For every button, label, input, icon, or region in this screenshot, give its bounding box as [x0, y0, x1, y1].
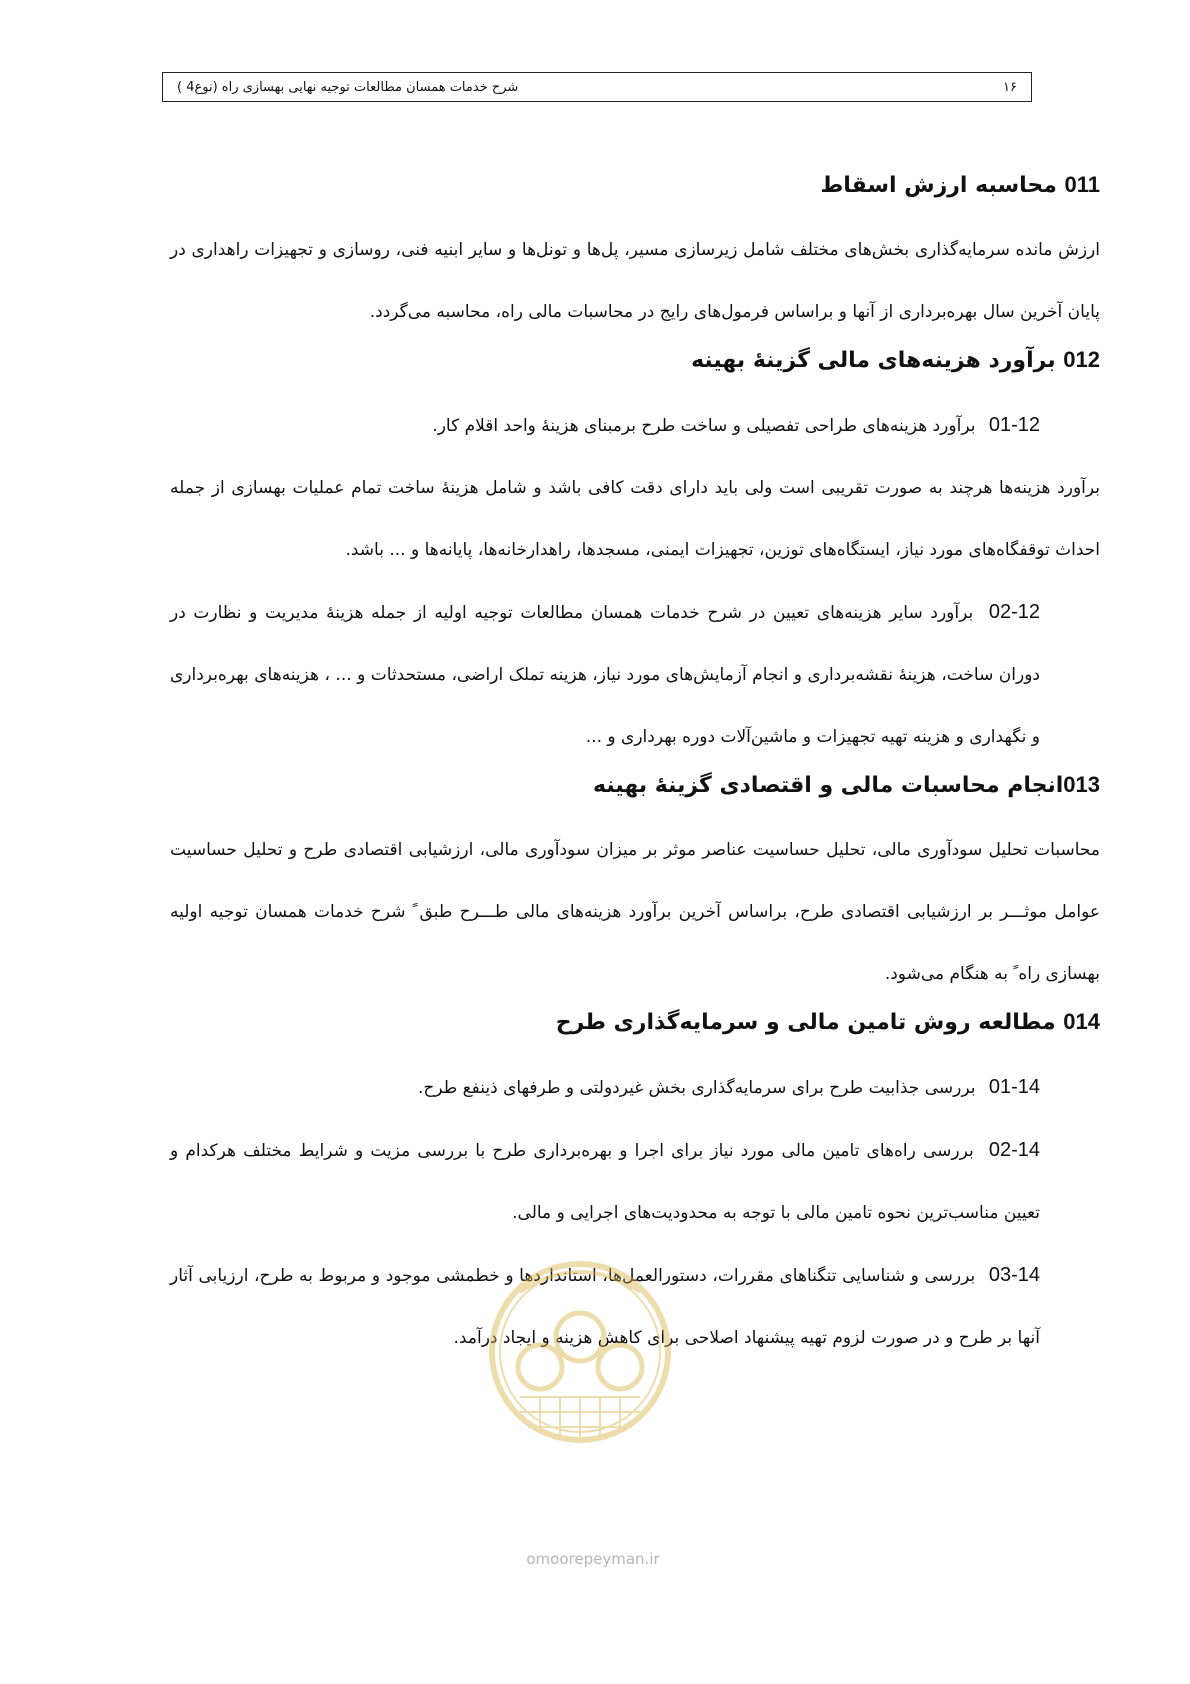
section-heading-012: 012 برآورد هزینه‌های مالی گزینهٔ بهینه — [691, 347, 1100, 373]
section-heading-013: 013انجام محاسبات مالی و اقتصادی گزینهٔ بهینه — [593, 772, 1100, 798]
list-item-02-12: 02-12 برآورد سایر هزینه‌های تعیین در شرح خدمات همسان مطالعات توجیه اولیه از جمله هزینهٔ مدیریت و نظارت در دوران ساخت، هزینهٔ نقشه‌برداری و انجام آزمایش‌های مورد نیاز، هزینه تملک اراضی، مستحدثات و ... ، هزینه‌های بهره‌برداری و نگهداری و هزینه تهیه تجهیزات و ماشین‌آلات دوره بهرداری و ... — [170, 601, 1040, 747]
page-number: ۱۶ — [1003, 79, 1017, 95]
list-item-02-14: 02-14 بررسی راه‌های تامین مالی مورد نیاز برای اجرا و بهره‌برداری طرح با بررسی مزیت و شرایط مختلف هرکدام و تعیین مناسب‌ترین نحوه تامین مالی با توجه به محدودیت‌های اجرایی و مالی. — [170, 1139, 1040, 1223]
section-heading-014: 014 مطالعه روش تامین مالی و سرمایه‌گذاری طرح — [555, 1009, 1100, 1035]
section-paragraph-012: برآورد هزینه‌ها هرچند به صورت تقریبی است ولی باید دارای دقت کافی باشد و شامل هزینهٔ ساخت تمام عملیات بهسازی از جمله احداث توقفگاه‌های مورد نیاز، ایستگاه‌های توزین، تجهیزات ایمنی، مسجدها، راهدارخانه‌ها، پایانه‌ها و ... باشد. — [170, 478, 1100, 560]
document-body — [170, 168, 1100, 1369]
page-header — [162, 72, 1032, 102]
document-title: شرح خدمات همسان مطالعات توجیه نهایی بهسازی راه (نوع4 ) — [177, 79, 519, 95]
list-item-03-14: 03-14 بررسی و شناسایی تنگناهای مقررات، دستورالعمل‌ها، استانداردها و خطمشی موجود و مربوط به طرح، ارزیابی آثار آنها بر طرح و در صورت لزوم تهیه پیشنهاد اصلاحی برای کاهش هزینه و ایجاد درآمد. — [170, 1264, 1041, 1348]
list-item-01-14: 01-14 بررسی جذابیت طرح برای سرمایه‌گذاری بخش غیردولتی و طرفهای ذینفع طرح. — [417, 1076, 1040, 1098]
section-heading-011: 011 محاسبه ارزش اسقاط — [820, 172, 1100, 198]
section-paragraph-013: محاسبات تحلیل سودآوری مالی، تحلیل حساسیت عناصر موثر بر میزان سودآوری مالی، ارزشیابی اقتصادی طرح و تحلیل حساسیت عوامل موثـــر بر ارزشیابی اقتصادی طرح، براساس آخرین برآورد هزینه‌های مالی طـــرح طبق ً شرح خدمات همسان توجیه اولیه بهسازی راه ً به هنگام می‌شود. — [170, 840, 1100, 984]
watermark-url: omoorepeyman.ir — [526, 1550, 660, 1568]
list-item-01-12: 01-12 برآورد هزینه‌های طراحی تفصیلی و ساخت طرح برمبنای هزینهٔ واحد اقلام کار. — [432, 414, 1040, 436]
watermark-logo — [480, 1252, 680, 1482]
section-paragraph-011: ارزش مانده سرمایه‌گذاری بخش‌های مختلف شامل زیرسازی مسیر، پل‌ها و تونل‌ها و سایر ابنیه فنی، روسازی و تجهیزات راهداری در پایان آخرین سال بهره‌برداری از آنها و براساس فرمول‌های رایج در محاسبات مالی راه، محاسبه می‌گردد. — [170, 240, 1100, 322]
